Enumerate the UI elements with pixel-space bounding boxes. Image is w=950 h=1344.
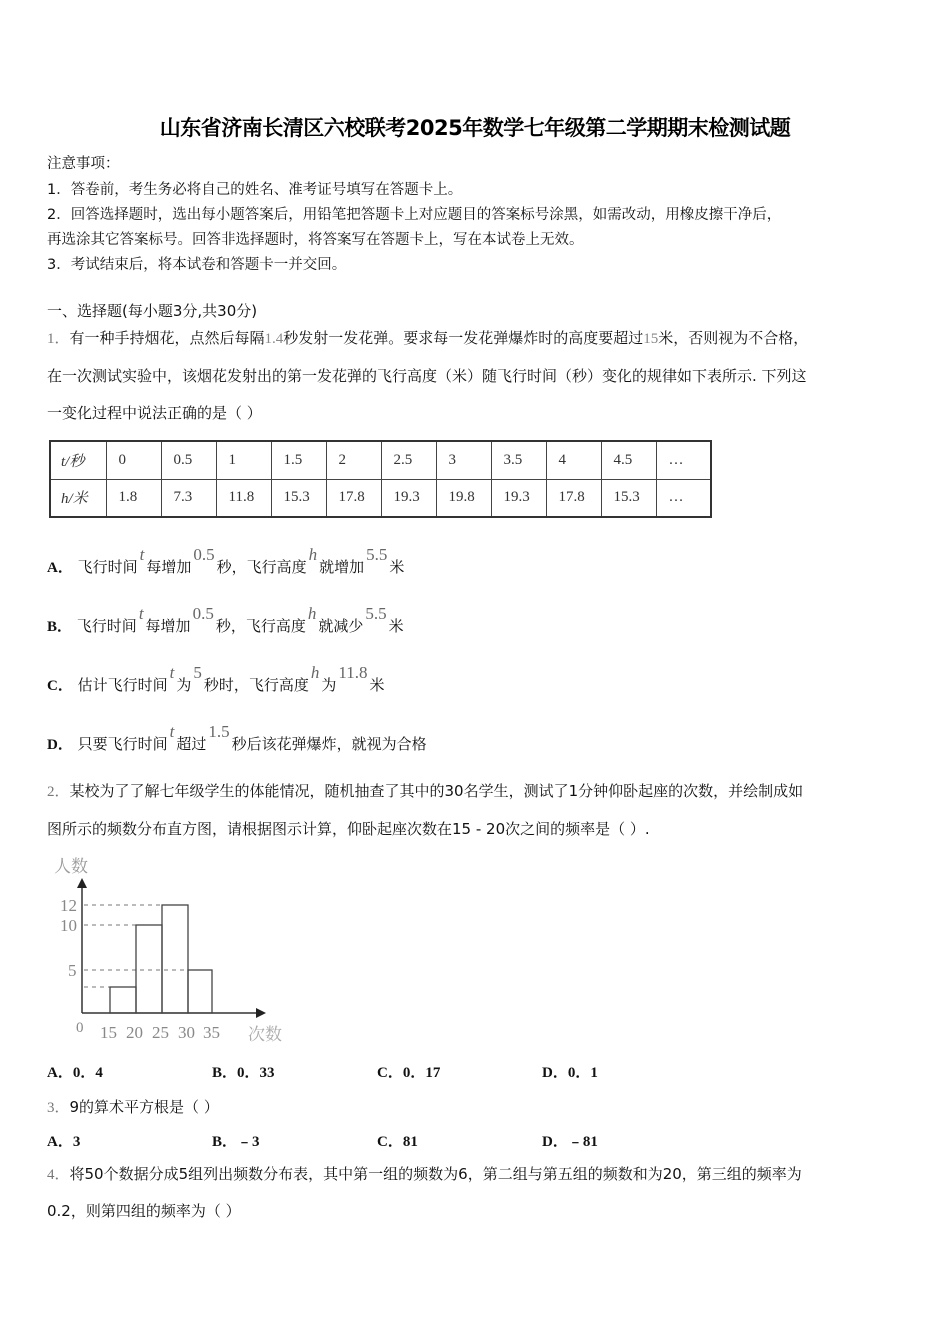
table-cell: 17.8	[326, 479, 381, 517]
note-item-1: 1．答卷前，考生务必将自己的姓名、准考证号填写在答题卡上。	[47, 182, 463, 198]
option-letter: B．	[212, 1065, 238, 1081]
option-letter: A．	[47, 1065, 73, 1081]
q1-line2: 在一次测试实验中，该烟花发射出的第一发花弹的飞行高度（米）随飞行时间（秒）变化的规律如下表所示. 下列这	[47, 367, 807, 385]
table-cell: 15.3	[271, 479, 326, 517]
note-item-2: 2．回答选择题时，选出每小题答案后，用铅笔把答题卡上对应题目的答案标号涂黑，如需改动，用橡皮擦干净后，	[47, 207, 782, 223]
option-text: 米	[369, 676, 385, 694]
bar-30-35	[188, 970, 212, 1013]
option-value: 5	[193, 663, 202, 682]
origin-label: 0	[76, 1020, 84, 1036]
option-text: 秒，飞行高度	[215, 617, 306, 635]
q1-text: 秒发射一发花弹。要求每一发花弹爆炸时的高度要超过	[283, 329, 644, 347]
var-t: t	[138, 604, 144, 623]
x-tick-35: 35	[203, 1023, 220, 1042]
var-t: t	[169, 663, 175, 682]
option-value: 5.5	[365, 604, 387, 623]
y-axis-label: 人数	[54, 857, 88, 876]
page-title: 山东省济南长清区六校联考2025年数学七年级第二学期期末检测试题	[159, 116, 791, 140]
table-cell: …	[656, 441, 711, 479]
q2-option-c[interactable]	[377, 1061, 440, 1082]
table-cell: 4	[546, 441, 601, 479]
table-header-h: h/米	[50, 479, 106, 517]
y-tick-5: 5	[68, 961, 77, 980]
option-value: 11.8	[338, 663, 368, 682]
option-value: 0．33	[237, 1065, 275, 1081]
table-cell: 0.5	[161, 441, 216, 479]
q1-line3: 一变化过程中说法正确的是（ ）	[47, 404, 262, 422]
q2-option-d[interactable]	[542, 1061, 598, 1082]
q4-line1	[47, 1163, 802, 1184]
q4-number: 4．	[47, 1167, 70, 1183]
q1-data-table	[49, 440, 712, 518]
option-letter: B．	[47, 619, 73, 635]
q3-option-a[interactable]	[47, 1130, 80, 1151]
table-cell: 15.3	[601, 479, 656, 517]
option-text: 米	[388, 617, 404, 635]
table-cell: 2	[326, 441, 381, 479]
y-tick-10: 10	[60, 916, 77, 935]
bar-25-30	[162, 905, 188, 1013]
option-letter: D．	[542, 1065, 568, 1081]
table-cell: 3.5	[491, 441, 546, 479]
option-value: ﹣81	[567, 1134, 598, 1150]
q1-option-a[interactable]	[47, 545, 405, 577]
q2-line2: 图所示的频数分布直方图，请根据图示计算，仰卧起座次数在15 - 20次之间的频率是（ ）.	[47, 820, 650, 838]
option-text: 秒，飞行高度	[216, 558, 307, 576]
q3-text: 9的算术平方根是（ ）	[69, 1098, 219, 1116]
var-h: h	[308, 545, 318, 564]
option-letter: C．	[377, 1065, 403, 1081]
option-letter: D．	[47, 737, 73, 753]
option-letter: C．	[47, 678, 73, 694]
q2-number: 2．	[47, 784, 70, 800]
option-text: 为	[176, 676, 192, 694]
table-cell: 19.3	[491, 479, 546, 517]
y-tick-12: 12	[60, 896, 77, 915]
note-item-2-cont: 再选涂其它答案标号。回答非选择题时，将答案写在答题卡上，写在本试卷上无效。	[47, 232, 584, 248]
option-value: 0.5	[193, 545, 215, 564]
x-axis-label: 次数	[248, 1025, 282, 1044]
option-value: 0．17	[402, 1065, 441, 1081]
x-tick-30: 30	[178, 1023, 195, 1042]
var-t: t	[169, 722, 175, 741]
q1-line1	[47, 327, 808, 348]
option-text: 每增加	[145, 617, 191, 635]
option-text: 秒时，飞行高度	[203, 676, 309, 694]
notes-heading: 注意事项：	[47, 156, 120, 172]
table-cell: 1	[216, 441, 271, 479]
option-letter: B．	[212, 1134, 238, 1150]
var-t: t	[139, 545, 145, 564]
var-h: h	[307, 604, 317, 623]
bar-15-20	[110, 987, 136, 1013]
q1-height-value: 15	[643, 331, 659, 347]
option-text: 就增加	[319, 558, 365, 576]
option-text: 米	[389, 558, 405, 576]
q1-number: 1．	[47, 331, 70, 347]
option-value: ﹣3	[237, 1134, 260, 1150]
q2-histogram	[40, 850, 300, 1045]
y-axis-arrow-icon	[77, 878, 87, 888]
option-text: 估计飞行时间	[77, 676, 168, 694]
q2-text: 某校为了了解七年级学生的体能情况，随机抽查了其中的30名学生，测试了1分钟仰卧起座的次数，并绘制成如	[69, 782, 804, 800]
q1-interval-value: 1.4	[264, 331, 284, 347]
table-cell: 0	[106, 441, 161, 479]
option-letter: A．	[47, 560, 73, 576]
q1-option-b[interactable]	[47, 604, 404, 636]
option-text: 为	[321, 676, 337, 694]
table-cell: 19.3	[381, 479, 436, 517]
q3-number: 3．	[47, 1100, 70, 1116]
q3-option-c[interactable]	[377, 1130, 418, 1151]
table-cell: 11.8	[216, 479, 271, 517]
table-row-t	[50, 441, 711, 479]
option-value: 0．4	[72, 1065, 103, 1081]
q4-text: 将50个数据分成5组列出频数分布表，其中第一组的频数为6，第二组与第五组的频数和为20，第三组的频率为	[69, 1165, 802, 1183]
q3-option-d[interactable]	[542, 1130, 598, 1151]
option-value: 3	[72, 1134, 81, 1150]
x-tick-20: 20	[126, 1023, 143, 1042]
table-cell: 4.5	[601, 441, 656, 479]
option-value: 81	[402, 1134, 418, 1150]
option-text: 就减少	[318, 617, 364, 635]
option-value: 1.5	[208, 722, 230, 741]
option-value: 0.5	[192, 604, 214, 623]
q1-option-c[interactable]	[47, 663, 385, 695]
option-text: 飞行时间	[77, 558, 138, 576]
table-row-h	[50, 479, 711, 517]
option-text: 飞行时间	[76, 617, 137, 635]
table-cell: 1.8	[106, 479, 161, 517]
var-h: h	[310, 663, 320, 682]
option-value: 5.5	[366, 545, 388, 564]
x-tick-25: 25	[152, 1023, 169, 1042]
table-cell: …	[656, 479, 711, 517]
option-text: 超过	[176, 735, 207, 753]
table-cell: 2.5	[381, 441, 436, 479]
note-item-3: 3．考试结束后，将本试卷和答题卡一并交回。	[47, 257, 347, 273]
q2-option-b[interactable]	[212, 1061, 275, 1082]
q3-line	[47, 1096, 219, 1117]
table-cell: 3	[436, 441, 491, 479]
q1-text: 有一种手持烟花，点然后每隔	[69, 329, 265, 347]
table-cell: 1.5	[271, 441, 326, 479]
q2-option-a[interactable]	[47, 1061, 103, 1082]
x-tick-15: 15	[100, 1023, 117, 1042]
x-axis-arrow-icon	[256, 1008, 266, 1018]
q3-option-b[interactable]	[212, 1130, 260, 1151]
option-letter: C．	[377, 1134, 403, 1150]
option-value: 0．1	[567, 1065, 598, 1081]
option-text: 秒后该花弹爆炸，就视为合格	[231, 735, 427, 753]
option-text: 每增加	[146, 558, 192, 576]
q1-option-d[interactable]	[47, 722, 427, 754]
q1-text: 米，否则视为不合格，	[658, 329, 809, 347]
option-letter: D．	[542, 1134, 568, 1150]
table-cell: 19.8	[436, 479, 491, 517]
section-heading: 一、选择题(每小题3分,共30分)	[47, 302, 258, 320]
table-header-t: t/秒	[50, 441, 106, 479]
option-letter: A．	[47, 1134, 73, 1150]
bar-20-25	[136, 925, 162, 1013]
table-cell: 7.3	[161, 479, 216, 517]
q2-line1	[47, 780, 803, 801]
option-text: 只要飞行时间	[77, 735, 168, 753]
q4-line2: 0.2，则第四组的频率为（ ）	[47, 1202, 241, 1220]
table-cell: 17.8	[546, 479, 601, 517]
